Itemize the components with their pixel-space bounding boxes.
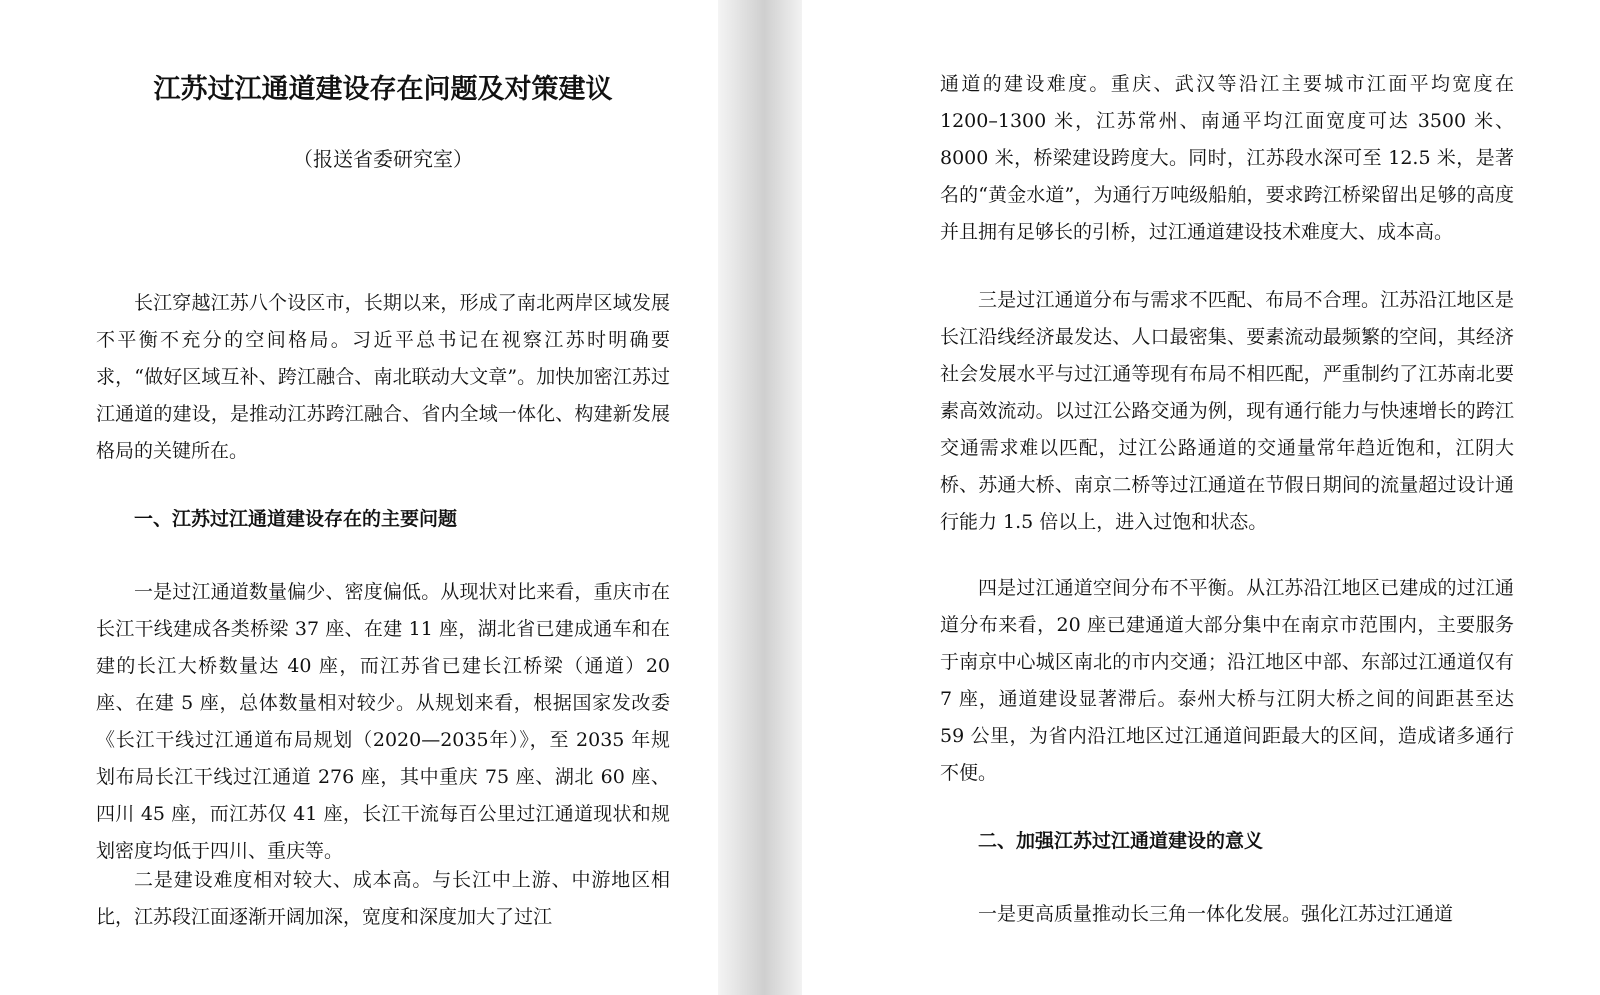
problem-2-body: 与长江中上游、中游地区相比，江苏段江面逐渐开阔加深，宽度和深度加大了过江 (96, 869, 670, 928)
problem-1-body: 从现状对比来看，重庆市在长江干线建成各类桥梁 37 座、在建 11 座，湖北省已建成通车和在建的长江大桥数量达 40 座，而江苏省已建长江桥梁（通道）20 座、在建 5 座，总体数量相对较少。从规划来看，根据国家发改委《长江干线过江通道布局规划（2020—2035年）》，至 2035 年规划布局长江干线过江通道 276 座，其中重庆 75 座、湖北 60 座、四川 45 座，而江苏仅 41 座，长江干流每百公里过江通道现状和规划密度均低于四川、重庆等。 (96, 581, 670, 862)
intro-paragraph: 长江穿越江苏八个设区市，长期以来，形成了南北两岸区域发展不平衡不充分的空间格局。习近平总书记在视察江苏时明确要求，“做好区域互补、跨江融合、南北联动大文章”。加快加密江苏过江通道的建设，是推动江苏跨江融合、省内全域一体化、构建新发展格局的关键所在。 (96, 292, 670, 462)
problem-3-lead: 三是过江通道分布与需求不匹配、布局不合理。 (978, 289, 1381, 311)
problem-3-paragraph (940, 282, 1514, 541)
meaning-1-body: 强化江苏过江通道 (1301, 903, 1454, 925)
problem-4-lead: 四是过江通道空间分布不平衡。 (978, 577, 1247, 599)
meaning-1-lead: 一是更高质量推动长三角一体化发展。 (978, 903, 1302, 925)
document-title: 江苏过江通道建设存在问题及对策建议 (153, 74, 613, 105)
page-gutter (718, 0, 802, 995)
problem-4-body: 从江苏沿江地区已建成的过江通道分布来看，20 座已建通道大部分集中在南京市范围内，主要服务于南京中心城区南北的市内交通；沿江地区中部、东部过江通道仅有 7 座，通道建设显著滞后。泰州大桥与江阴大桥之间的间距甚至达 59 公里，为省内沿江地区过江通道间距最大的区间，造成诸多通行不便。 (940, 577, 1514, 784)
problem-4-paragraph (940, 570, 1514, 792)
right-page (802, 0, 1600, 995)
problem-2-continued: 通道的建设难度。重庆、武汉等沿江主要城市江面平均宽度在 1200–1300 米，江苏常州、南通平均江面宽度可达 3500 米、8000 米，桥梁建设跨度大。同时，江苏段水深可至 12.5 米，是著名的“黄金水道”，为通行万吨级船舶，要求跨江桥梁留出足够的高度并且拥有足够长的引桥，过江通道建设技术难度大、成本高。 (940, 73, 1514, 243)
problem-2-paragraph (96, 862, 670, 936)
problem-2-lead: 二是建设难度相对较大、成本高。 (134, 869, 433, 891)
problem-1-lead: 一是过江通道数量偏少、密度偏低。 (134, 581, 441, 603)
meaning-1-paragraph (940, 896, 1514, 933)
section-2-heading: 二、加强江苏过江通道建设的意义 (978, 830, 1264, 852)
left-page (0, 0, 718, 995)
problem-3-body: 江苏沿江地区是长江沿线经济最发达、人口最密集、要素流动最频繁的空间，其经济社会发展水平与过江通等现有布局不相匹配，严重制约了江苏南北要素高效流动。以过江公路交通为例，现有通行能力与快速增长的跨江交通需求难以匹配，过江公路通道的交通量常年趋近饱和，江阴大桥、苏通大桥、南京二桥等过江通道在节假日期间的流量超过设计通行能力 1.5 倍以上，进入过饱和状态。 (940, 289, 1514, 533)
document-subtitle: （报送省委研究室） (293, 147, 473, 171)
section-1-heading: 一、江苏过江通道建设存在的主要问题 (134, 508, 458, 530)
problem-1-paragraph (96, 574, 670, 870)
